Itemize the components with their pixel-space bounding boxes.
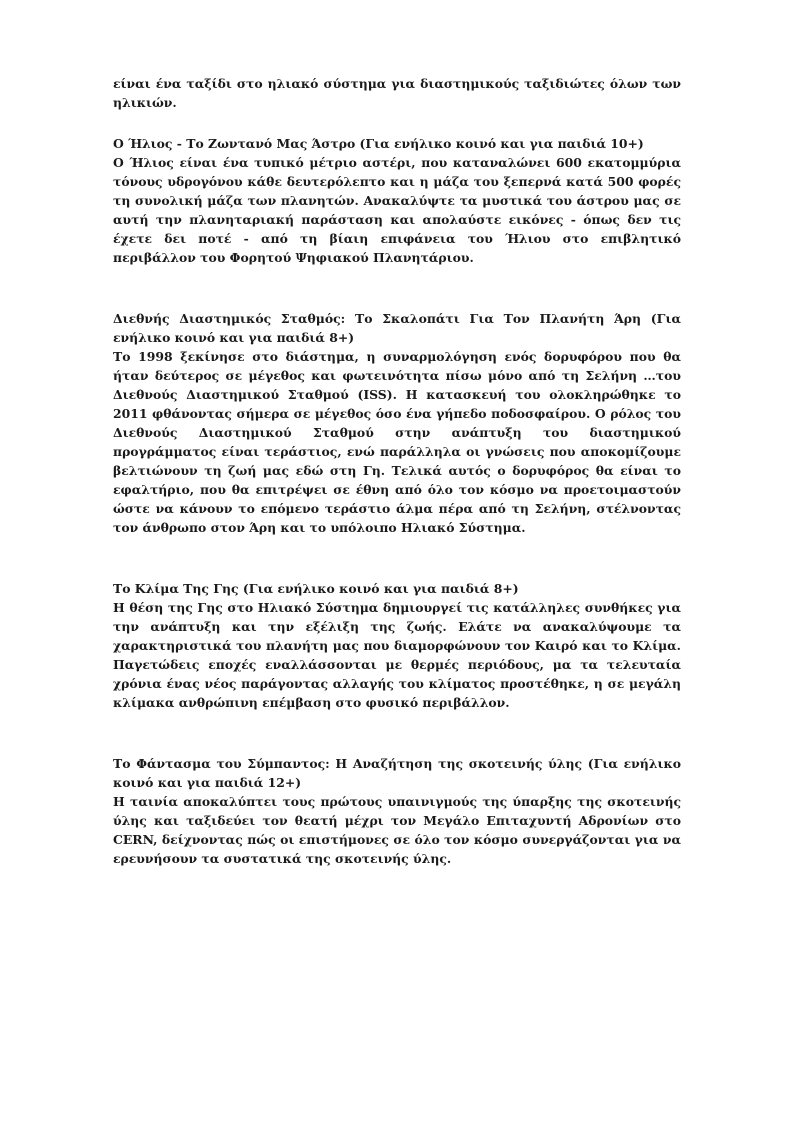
section-body: Η θέση της Γης στο Ηλιακό Σύστημα δημιουργεί τις κατάλληλες συνθήκες για την ανάπτυξη και την εξέλιξη της ζωής. Ελάτε να ανακαλύψουμε τα χαρακτηριστικά του πλανήτη μας που διαμορφώνουν τον Καιρό και το Κλίμα. Παγετώδεις εποχές εναλλάσσονται με θερμές περιόδους, μα τα τελευταία χρόνια ένας νέος παράγοντας αλλαγής του κλίματος προστέθηκε, η σε μεγάλη κλίμακα ανθρώπινη επέμβαση στο φυσικό περιβάλλον.: [113, 600, 681, 710]
section-title: Το Κλίμα Της Γης (Για ενήλικο κοινό και για παιδιά 8+): [113, 581, 519, 596]
intro-paragraph: είναι ένα ταξίδι στο ηλιακό σύστημα για διαστημικούς ταξιδιώτες όλων των ηλικιών.: [113, 76, 681, 110]
section-iss: [113, 309, 681, 537]
section-climate: [113, 579, 681, 712]
section-dark-matter: [113, 754, 681, 868]
section-title: Το Φάντασμα του Σύμπαντος: Η Αναζήτηση της σκοτεινής ύλης (Για ενήλικο κοινό και για παιδιά 12+): [113, 756, 681, 790]
section-title: Διεθνής Διαστημικός Σταθμός: Το Σκαλοπάτι Για Τον Πλανήτη Άρη (Για ενήλικο κοινό και για παιδιά 8+): [113, 311, 681, 345]
section-body: Το 1998 ξεκίνησε στο διάστημα, η συναρμολόγηση ενός δορυφόρου που θα ήταν δεύτερος σε μέγεθος και φωτεινότητα πίσω μόνο από τη Σελήνη …του Διεθνούς Διαστημικού Σταθμού (ISS). Η κατασκευή του ολοκληρώθηκε το 2011 φθάνοντας σήμερα σε μέγεθος όσο ένα γήπεδο ποδοσφαίρου. Ο ρόλος του Διεθνούς Διαστημικού Σταθμού στην ανάπτυξη του διαστημικού προγράμματος είναι τεράστιος, ενώ παράλληλα οι γνώσεις που αποκομίζουμε βελτιώνουν τη ζωή μας εδώ στη Γη. Τελικά αυτός ο δορυφόρος θα είναι το εφαλτήριο, που θα επιτρέψει σε έθνη από όλο τον κόσμο να προετοιμαστούν ώστε να κάνουν το επόμενο τεράστιο άλμα πέρα από τη Σελήνη, στέλνοντας τον άνθρωπο στον Άρη και το υπόλοιπο Ηλιακό Σύστημα.: [113, 349, 681, 535]
section-body: Ο Ήλιος είναι ένα τυπικό μέτριο αστέρι, που καταναλώνει 600 εκατομμύρια τόνους υδρογόνου κάθε δευτερόλεπτο και η μάζα του ξεπερνά κατά 500 φορές τη συνολική μάζα των πλανητών. Ανακαλύψτε τα μυστικά του άστρου μας σε αυτή την πλανηταριακή παράσταση και απολαύστε εικόνες - όπως δεν τις έχετε δει ποτέ - από τη βίαιη επιφάνεια του Ήλιου στο επιβλητικό περιβάλλον του Φορητού Ψηφιακού Πλανητάριου.: [113, 155, 681, 265]
section-body: Η ταινία αποκαλύπτει τους πρώτους υπαινιγμούς της ύπαρξης της σκοτεινής ύλης και ταξιδεύει τον θεατή μέχρι τον Μεγάλο Επιταχυντή Αδρονίων στο CERN, δείχνοντας πώς οι επιστήμονες σε όλο τον κόσμο συνεργάζονται για να ερευνήσουν τα συστατικά της σκοτεινής ύλης.: [113, 794, 681, 866]
section-sun: [113, 134, 681, 267]
section-title: Ο Ήλιος - Το Ζωντανό Μας Άστρο (Για ενήλικο κοινό και για παιδιά 10+): [113, 136, 644, 151]
document-page: [113, 74, 681, 868]
